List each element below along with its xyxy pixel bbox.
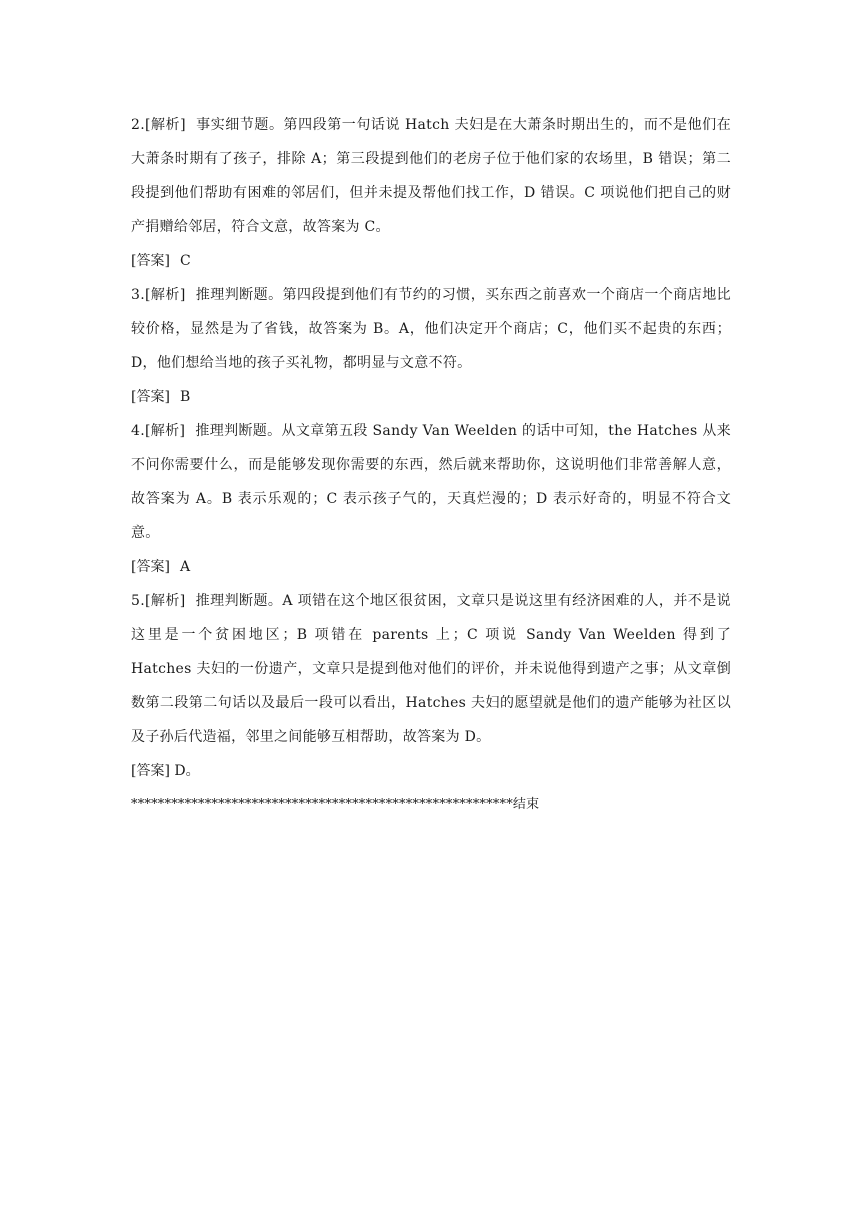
answer-value-2: C: [179, 253, 191, 269]
analysis-text-4: 推理判断题。从文章第五段 Sandy Van Weelden 的话中可知，the Hatches 从来不问你需要什么，而是能够发现你需要的东西，然后就来帮助你，这说明他们非常善解人意，故答案为 A。B 表示乐观的；C 表示孩子气的，天真烂漫的；D 表示好奇的，明显不符合文意。: [131, 423, 731, 541]
answer-line-3: [131, 380, 731, 414]
analysis-label-5: 5.[解析]: [131, 593, 186, 609]
answer-line-5: [131, 754, 731, 788]
answer-line-4: [131, 550, 731, 584]
analysis-label-2: 2.[解析]: [131, 117, 186, 133]
analysis-paragraph-4: [131, 414, 731, 550]
answer-label-5: [答案]: [131, 763, 170, 779]
answer-label-3: [答案]: [131, 389, 170, 405]
analysis-text-3: 推理判断题。第四段提到他们有节约的习惯，买东西之前喜欢一个商店一个商店地比较价格，显然是为了省钱，故答案为 B。A，他们决定开个商店；C，他们买不起贵的东西；D，他们想给当地的孩子买礼物，都明显与文意不符。: [131, 287, 731, 371]
end-marker: *********************************************************结束: [131, 797, 540, 812]
analysis-paragraph-3: [131, 278, 731, 380]
analysis-paragraph-2: [131, 108, 731, 244]
answer-line-2: [131, 244, 731, 278]
answer-value-3: B: [179, 389, 191, 405]
analysis-label-3: 3.[解析]: [131, 287, 186, 303]
analysis-text-2: 事实细节题。第四段第一句话说 Hatch 夫妇是在大萧条时期出生的，而不是他们在大萧条时期有了孩子，排除 A；第三段提到他们的老房子位于他们家的农场里，B 错误；第二段提到他们帮助有困难的邻居们，但并未提及帮他们找工作，D 错误。C 项说他们把自己的财产捐赠给邻居，符合文意，故答案为 C。: [131, 117, 731, 235]
answer-value-5: D。: [174, 763, 200, 779]
analysis-paragraph-5: [131, 584, 731, 754]
answer-label-4: [答案]: [131, 559, 170, 575]
analysis-label-4: 4.[解析]: [131, 423, 186, 439]
answer-value-4: A: [179, 559, 191, 575]
analysis-text-5: 推理判断题。A 项错在这个地区很贫困，文章只是说这里有经济困难的人，并不是说这里是一个贫困地区；B 项错在 parents 上；C 项说 Sandy Van Weelden 得到了 Hatches 夫妇的一份遗产，文章只是提到他对他们的评价，并未说他得到遗产之事；从文章倒数第二段第二句话以及最后一段可以看出，Hatches 夫妇的愿望就是他们的遗产能够为社区以及子孙后代造福，邻里之间能够互相帮助，故答案为 D。: [131, 593, 731, 745]
document-page: [131, 108, 731, 822]
answer-label-2: [答案]: [131, 253, 170, 269]
